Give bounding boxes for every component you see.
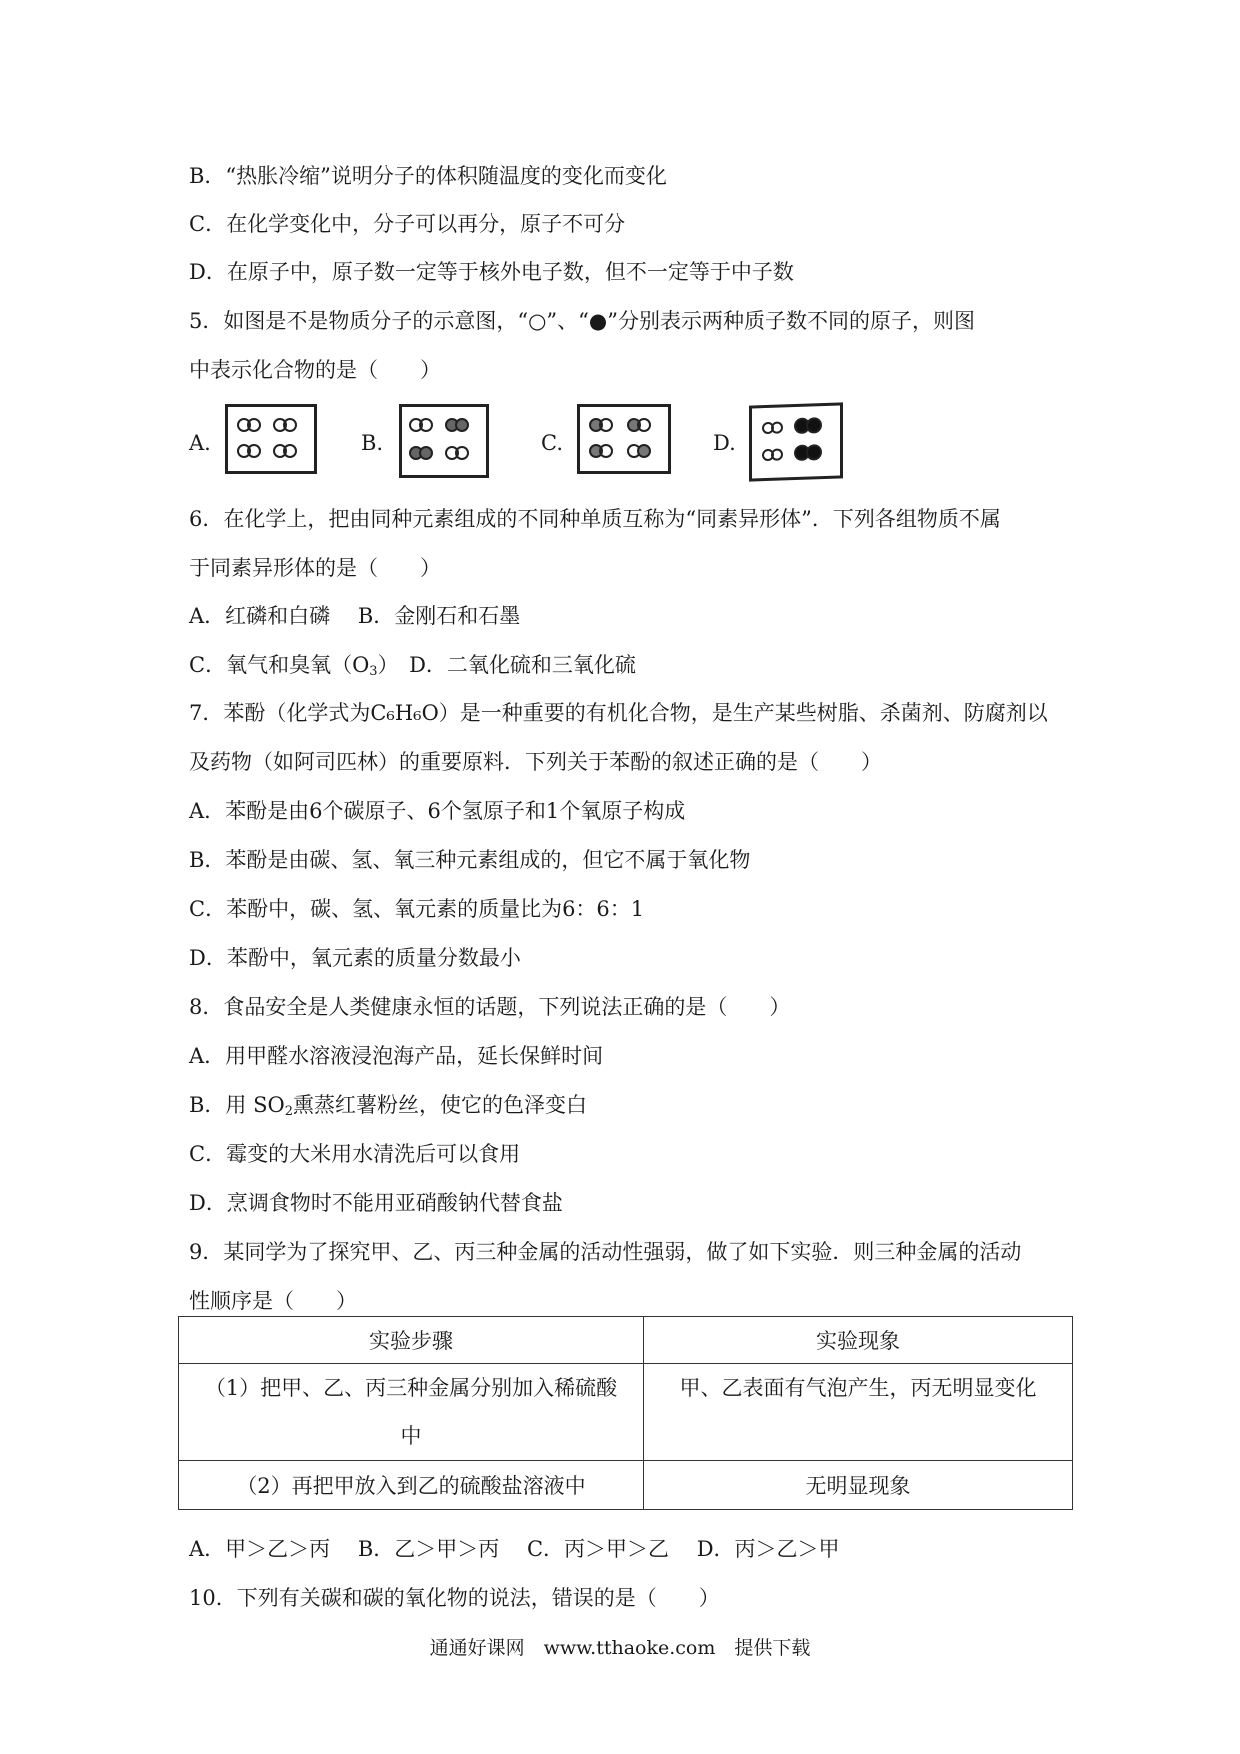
row1-step: （1）把甲、乙、丙三种金属分别加入稀硫酸中 bbox=[179, 1364, 644, 1461]
q5-stem-line2: 中表示化合物的是（ ） bbox=[189, 358, 441, 382]
q8-stem: 8．食品安全是人类健康永恒的话题，下列说法正确的是（ ） bbox=[189, 995, 791, 1019]
q10-stem: 10．下列有关碳和碳的氧化物的说法，错误的是（ ） bbox=[189, 1586, 720, 1610]
q6-option-c-text: C．氧气和臭氧（O bbox=[189, 653, 370, 677]
fig-label-a: A. bbox=[189, 431, 211, 455]
q6-stem-line1: 6．在化学上，把由同种元素组成的不同种单质互称为“同素异形体”．下列各组物质不属 bbox=[189, 507, 1001, 531]
q8-option-b bbox=[189, 1090, 587, 1120]
q6-options-cd bbox=[189, 650, 636, 680]
row2-step: （2）再把甲放入到乙的硫酸盐溶液中 bbox=[179, 1461, 644, 1510]
q9-stem-line2: 性顺序是（ ） bbox=[189, 1289, 357, 1313]
row2-phenomenon: 无明显现象 bbox=[644, 1461, 1073, 1510]
q4-option-c: C．在化学变化中，分子可以再分，原子不可分 bbox=[189, 212, 626, 236]
q4-option-d: D．在原子中，原子数一定等于核外电子数，但不一定等于中子数 bbox=[189, 260, 794, 284]
row1-phenomenon: 甲、乙表面有气泡产生，丙无明显变化 bbox=[644, 1364, 1073, 1461]
q7-option-b: B．苯酚是由碳、氢、氧三种元素组成的，但它不属于氧化物 bbox=[189, 848, 751, 872]
page-footer: 通通好课网 www.tthaoke.com 提供下载 bbox=[429, 1637, 811, 1659]
fig-label-c: C. bbox=[541, 431, 563, 455]
q5-stem-line1: 5．如图是不是物质分子的示意图，“○”、“●”分别表示两种质子数不同的原子，则图 bbox=[189, 309, 975, 333]
q7-option-c: C．苯酚中，碳、氢、氧元素的质量比为6：6：1 bbox=[189, 897, 645, 921]
molecule-figure-a bbox=[225, 404, 317, 474]
q7-option-a: A．苯酚是由6个碳原子、6个氢原子和1个氧原子构成 bbox=[189, 799, 686, 823]
q8-option-b-post: 熏蒸红薯粉丝，使它的色泽变白 bbox=[293, 1093, 587, 1117]
q9-stem-line1: 9．某同学为了探究甲、乙、丙三种金属的活动性强弱，做了如下实验．则三种金属的活动 bbox=[189, 1240, 1022, 1264]
q6-options-ab: A．红磷和白磷 B．金刚石和石墨 bbox=[189, 604, 521, 628]
q8-option-d: D．烹调食物时不能用亚硝酸钠代替食盐 bbox=[189, 1191, 563, 1215]
subscript-2: 2 bbox=[284, 1104, 293, 1119]
q4-option-b: B．“热胀冷缩”说明分子的体积随温度的变化而变化 bbox=[189, 164, 667, 188]
fig-label-d: D. bbox=[713, 431, 736, 455]
q9-options: A．甲＞乙＞丙 B．乙＞甲＞丙 C．丙＞甲＞乙 D．丙＞乙＞甲 bbox=[189, 1537, 840, 1561]
q7-stem-line1: 7．苯酚（化学式为C₆H₆O）是一种重要的有机化合物，是生产某些树脂、杀菌剂、防腐剂以 bbox=[189, 701, 1048, 725]
fig-label-b: B. bbox=[361, 431, 384, 455]
q7-stem-line2: 及药物（如阿司匹林）的重要原料．下列关于苯酚的叙述正确的是（ ） bbox=[189, 750, 882, 774]
subscript-3: 3 bbox=[369, 664, 378, 679]
q6-option-d-text: ） D．二氧化硫和三氧化硫 bbox=[377, 653, 636, 677]
q8-option-a: A．用甲醛水溶液浸泡海产品，延长保鲜时间 bbox=[189, 1044, 604, 1068]
q6-stem-line2: 于同素异形体的是（ ） bbox=[189, 556, 441, 580]
q8-option-b-pre: B．用 SO bbox=[189, 1093, 285, 1117]
header-phenomenon: 实验现象 bbox=[644, 1317, 1073, 1364]
q8-option-c: C．霉变的大米用水清洗后可以食用 bbox=[189, 1142, 521, 1166]
table-row bbox=[179, 1364, 1073, 1461]
table-row bbox=[179, 1461, 1073, 1510]
table-header-row bbox=[179, 1317, 1073, 1364]
molecule-figure-b bbox=[399, 404, 489, 478]
q5-figure-options bbox=[189, 404, 869, 486]
molecule-figure-d bbox=[749, 402, 843, 481]
experiment-table bbox=[178, 1316, 1073, 1510]
q7-option-d: D．苯酚中，氧元素的质量分数最小 bbox=[189, 946, 521, 970]
molecule-figure-c bbox=[577, 404, 671, 474]
header-step: 实验步骤 bbox=[179, 1317, 644, 1364]
